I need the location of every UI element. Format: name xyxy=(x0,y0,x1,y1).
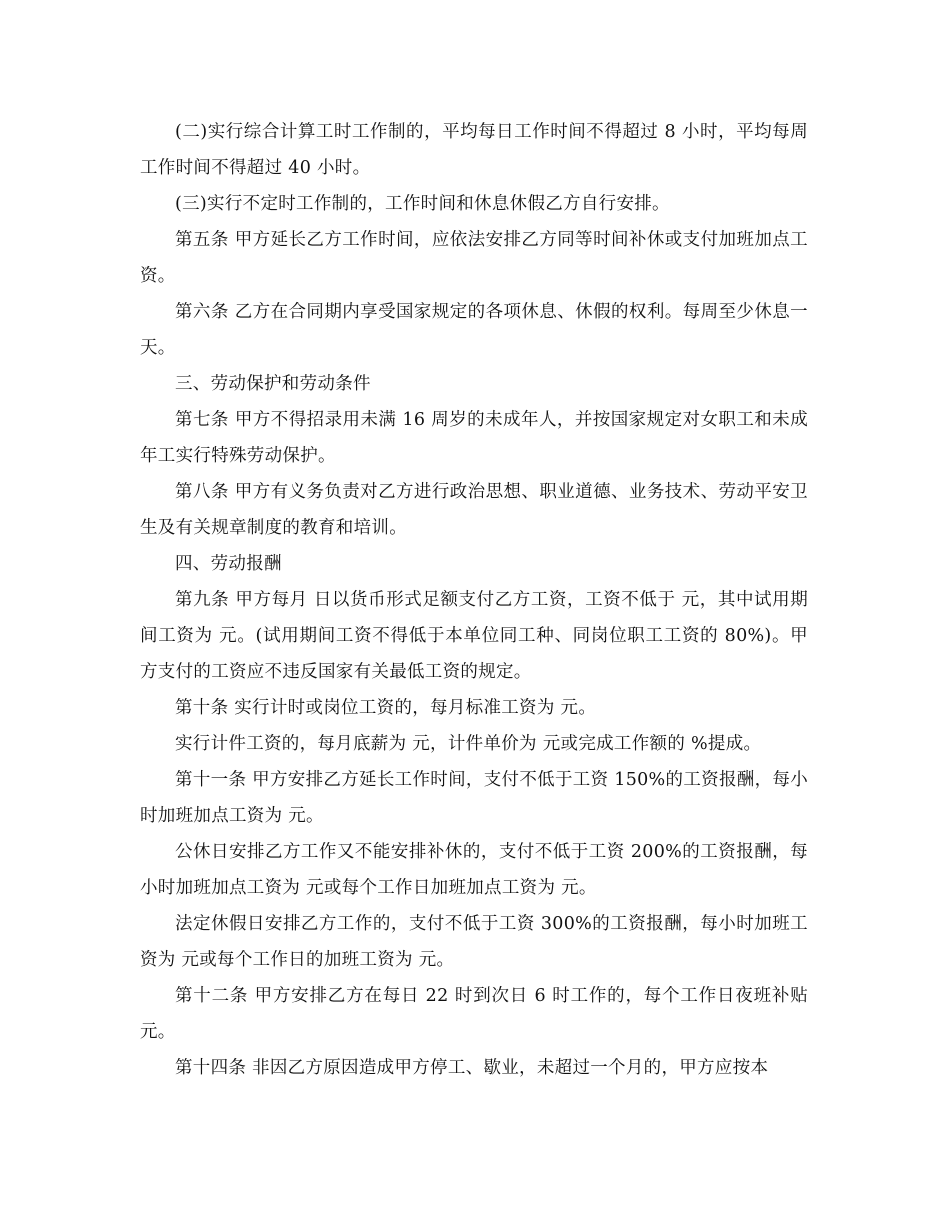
paragraph-art4-item3: (三)实行不定时工作制的，工作时间和休息休假乙方自行安排。 xyxy=(175,194,670,214)
paragraph-article-6: 第六条 乙方在合同期内享受国家规定的各项休息、休假的权利。每周至少休息一天。 xyxy=(140,302,808,358)
paragraph-holiday-pay: 法定休假日安排乙方工作的，支付不低于工资 300%的工资报酬，每小时加班工资为 元或每个工作日的加班工资为 元。 xyxy=(140,914,808,970)
paragraph-article-7: 第七条 甲方不得招录用未满 16 周岁的未成年人，并按国家规定对女职工和未成年工实行特殊劳动保护。 xyxy=(140,410,808,466)
paragraph-art4-item2: (二)实行综合计算工时工作制的，平均每日工作时间不得超过 8 小时，平均每周工作时间不得超过 40 小时。 xyxy=(140,122,808,178)
paragraph-article-5: 第五条 甲方延长乙方工作时间，应依法安排乙方同等时间补休或支付加班加点工资。 xyxy=(140,230,808,286)
paragraph-article-14: 第十四条 非因乙方原因造成甲方停工、歇业，未超过一个月的，甲方应按本 xyxy=(175,1058,769,1078)
paragraph-article-9: 第九条 甲方每月 日以货币形式足额支付乙方工资，工资不低于 元，其中试用期间工资为 元。(试用期间工资不得低于本单位同工种、同岗位职工工资的 80%)。甲方支付的工资应不违反国家有关最低工资的规定。 xyxy=(140,590,808,682)
paragraph-article-10: 第十条 实行计时或岗位工资的，每月标准工资为 元。 xyxy=(175,698,597,718)
paragraph-article-12: 第十二条 甲方安排乙方在每日 22 时到次日 6 时工作的，每个工作日夜班补贴 元。 xyxy=(140,986,808,1042)
paragraph-article-11: 第十一条 甲方安排乙方延长工作时间，支付不低于工资 150%的工资报酬，每小时加班加点工资为 元。 xyxy=(140,770,808,826)
paragraph-rest-day-pay: 公休日安排乙方工作又不能安排补休的，支付不低于工资 200%的工资报酬，每小时加班加点工资为 元或每个工作日加班加点工资为 元。 xyxy=(140,842,808,898)
paragraph-piece-rate: 实行计件工资的，每月底薪为 元，计件单价为 元或完成工作额的 %提成。 xyxy=(175,734,762,754)
paragraph-article-8: 第八条 甲方有义务负责对乙方进行政治思想、职业道德、业务技术、劳动平安卫生及有关规章制度的教育和培训。 xyxy=(140,482,808,538)
section-heading-4: 四、劳动报酬 xyxy=(175,554,282,574)
section-heading-3: 三、劳动保护和劳动条件 xyxy=(175,374,371,394)
